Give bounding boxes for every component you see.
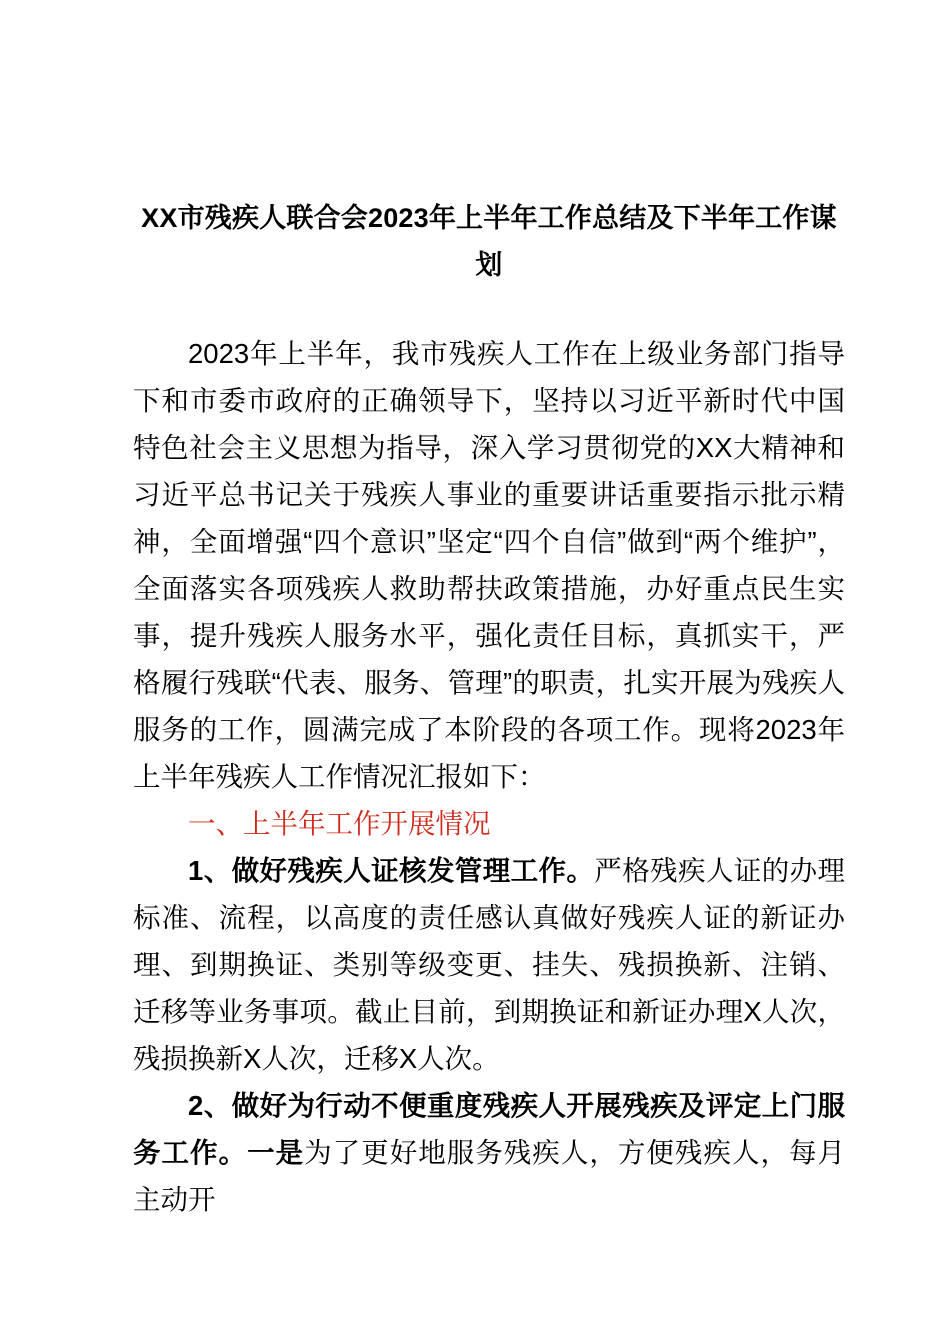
list-item-2-lead: 2、做好为行动不便重度残疾人开展残疾及评定上门服务工作。 xyxy=(133,1090,845,1168)
list-item-1-body: 严格残疾人证的办理标准、流程，以高度的责任感认真做好残疾人证的新证办理、到期换证、类别等级变更、挂失、残损换新、注销、迁移等业务事项。截止目前，到期换证和新证办理X人次，残损换新X人次，迁移X人次。 xyxy=(133,855,845,1074)
document-content xyxy=(133,0,845,1223)
document-title: XX市残疾人联合会2023年上半年工作总结及下半年工作谋划 xyxy=(141,203,837,280)
list-item-1 xyxy=(133,847,845,1082)
list-item-2-body: 为了更好地服务残疾人，方便残疾人，每月主动开 xyxy=(133,1137,846,1215)
list-item-1-lead: 1、做好残疾人证核发管理工作。 xyxy=(188,855,595,886)
section-heading-one: 一、上半年工作开展情况 xyxy=(188,808,491,839)
intro-paragraph: 2023年上半年，我市残疾人工作在上级业务部门指导下和市委市政府的正确领导下，坚持以习近平新时代中国特色社会主义思想为指导，深入学习贯彻党的XX大精神和习近平总书记关于残疾人事业的重要讲话重要指示批示精神，全面增强“四个意识”坚定“四个自信”做到“两个维护”，全面落实各项残疾人救助帮扶政策措施，办好重点民生实事，提升残疾人服务水平，强化责任目标，真抓实干，严格履行残联“代表、服务、管理”的职责，扎实开展为残疾人服务的工作，圆满完成了本阶段的各项工作。现将2023年上半年残疾人工作情况汇报如下： xyxy=(133,338,845,792)
list-item-2-lead-sub: 一是 xyxy=(247,1137,305,1168)
list-item-2 xyxy=(133,1082,845,1223)
